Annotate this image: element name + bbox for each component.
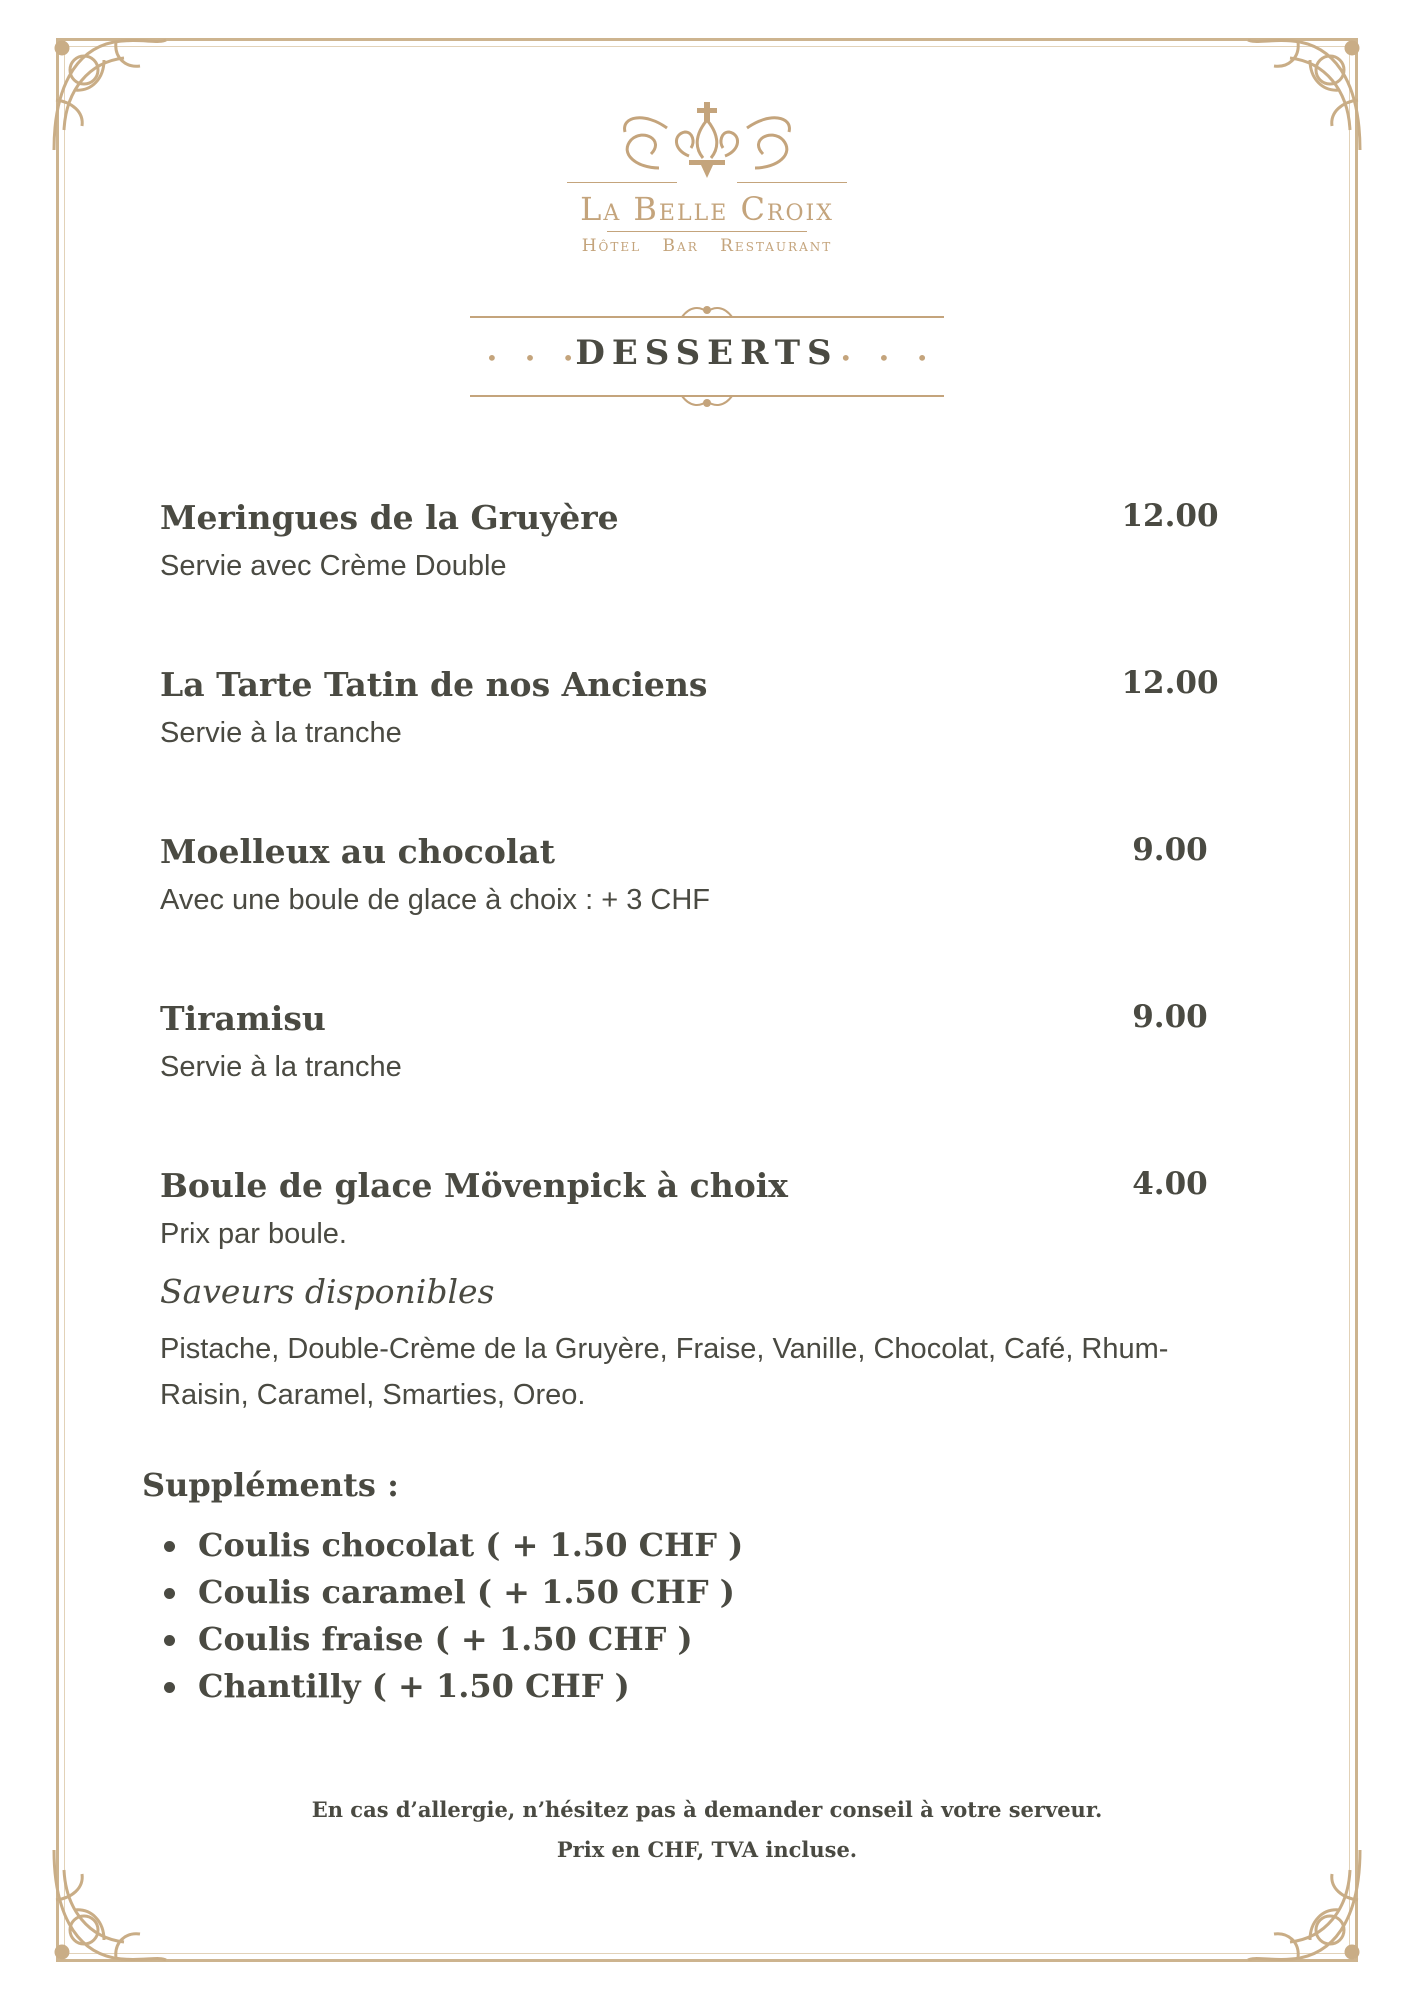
item-name: Meringues de la Gruyère bbox=[160, 498, 619, 537]
supplement-label: Coulis chocolat ( + 1.50 CHF ) bbox=[198, 1526, 744, 1564]
bullet-icon bbox=[164, 1588, 175, 1599]
brand-logo bbox=[547, 98, 867, 268]
item-description: Servie à la tranche bbox=[160, 717, 402, 749]
section-header bbox=[470, 300, 944, 410]
item-price: 12.00 bbox=[1121, 498, 1219, 534]
item-price: 9.00 bbox=[1132, 999, 1208, 1035]
brand-subtitle: Hôtel Bar Restaurant bbox=[581, 236, 833, 256]
item-name: La Tarte Tatin de nos Anciens bbox=[160, 665, 708, 704]
list-item bbox=[160, 1663, 743, 1710]
supplement-label: Coulis caramel ( + 1.50 CHF ) bbox=[198, 1573, 735, 1611]
bullet-icon bbox=[164, 1541, 175, 1552]
section-title: DESSERTS bbox=[575, 333, 839, 373]
fleur-de-lis-icon bbox=[547, 98, 867, 180]
supplements-list bbox=[160, 1522, 743, 1710]
item-price: 12.00 bbox=[1121, 665, 1219, 701]
footer bbox=[0, 1790, 1414, 1870]
corner-ornament-icon bbox=[44, 30, 174, 160]
item-description: Servie à la tranche bbox=[160, 1051, 402, 1083]
dots-right: • • • bbox=[839, 346, 938, 370]
item-price: 9.00 bbox=[1132, 832, 1208, 868]
item-name: Tiramisu bbox=[160, 999, 326, 1038]
list-item bbox=[160, 1616, 743, 1663]
list-item bbox=[160, 1569, 743, 1616]
supplements-title: Suppléments : bbox=[142, 1466, 399, 1504]
brand-name: La Belle Croix bbox=[580, 190, 834, 228]
list-item bbox=[160, 1522, 743, 1569]
supplement-label: Chantilly ( + 1.50 CHF ) bbox=[198, 1667, 630, 1705]
allergy-note: En cas d’allergie, n’hésitez pas à demander conseil à votre serveur. bbox=[311, 1797, 1103, 1822]
corner-ornament-icon bbox=[1240, 30, 1370, 160]
item-price: 4.00 bbox=[1132, 1166, 1208, 1202]
item-name: Moelleux au chocolat bbox=[160, 832, 555, 871]
supplement-label: Coulis fraise ( + 1.50 CHF ) bbox=[198, 1620, 693, 1658]
item-name: Boule de glace Mövenpick à choix bbox=[160, 1166, 788, 1205]
item-description: Avec une boule de glace à choix : + 3 CHF bbox=[160, 884, 710, 916]
logo-divider bbox=[737, 182, 847, 183]
flavors-list: Pistache, Double-Crème de la Gruyère, Fraise, Vanille, Chocolat, Café, Rhum-Raisin, Caramel, Smarties, Oreo. bbox=[160, 1333, 1169, 1411]
price-note: Prix en CHF, TVA incluse. bbox=[556, 1837, 858, 1862]
item-description: Prix par boule. bbox=[160, 1218, 347, 1250]
flavors-title: Saveurs disponibles bbox=[160, 1272, 495, 1311]
item-description: Servie avec Crème Double bbox=[160, 550, 507, 582]
bullet-icon bbox=[164, 1682, 175, 1693]
bullet-icon bbox=[164, 1635, 175, 1646]
logo-divider bbox=[607, 231, 807, 232]
logo-divider bbox=[567, 182, 677, 183]
dots-left: • • • bbox=[486, 346, 585, 370]
